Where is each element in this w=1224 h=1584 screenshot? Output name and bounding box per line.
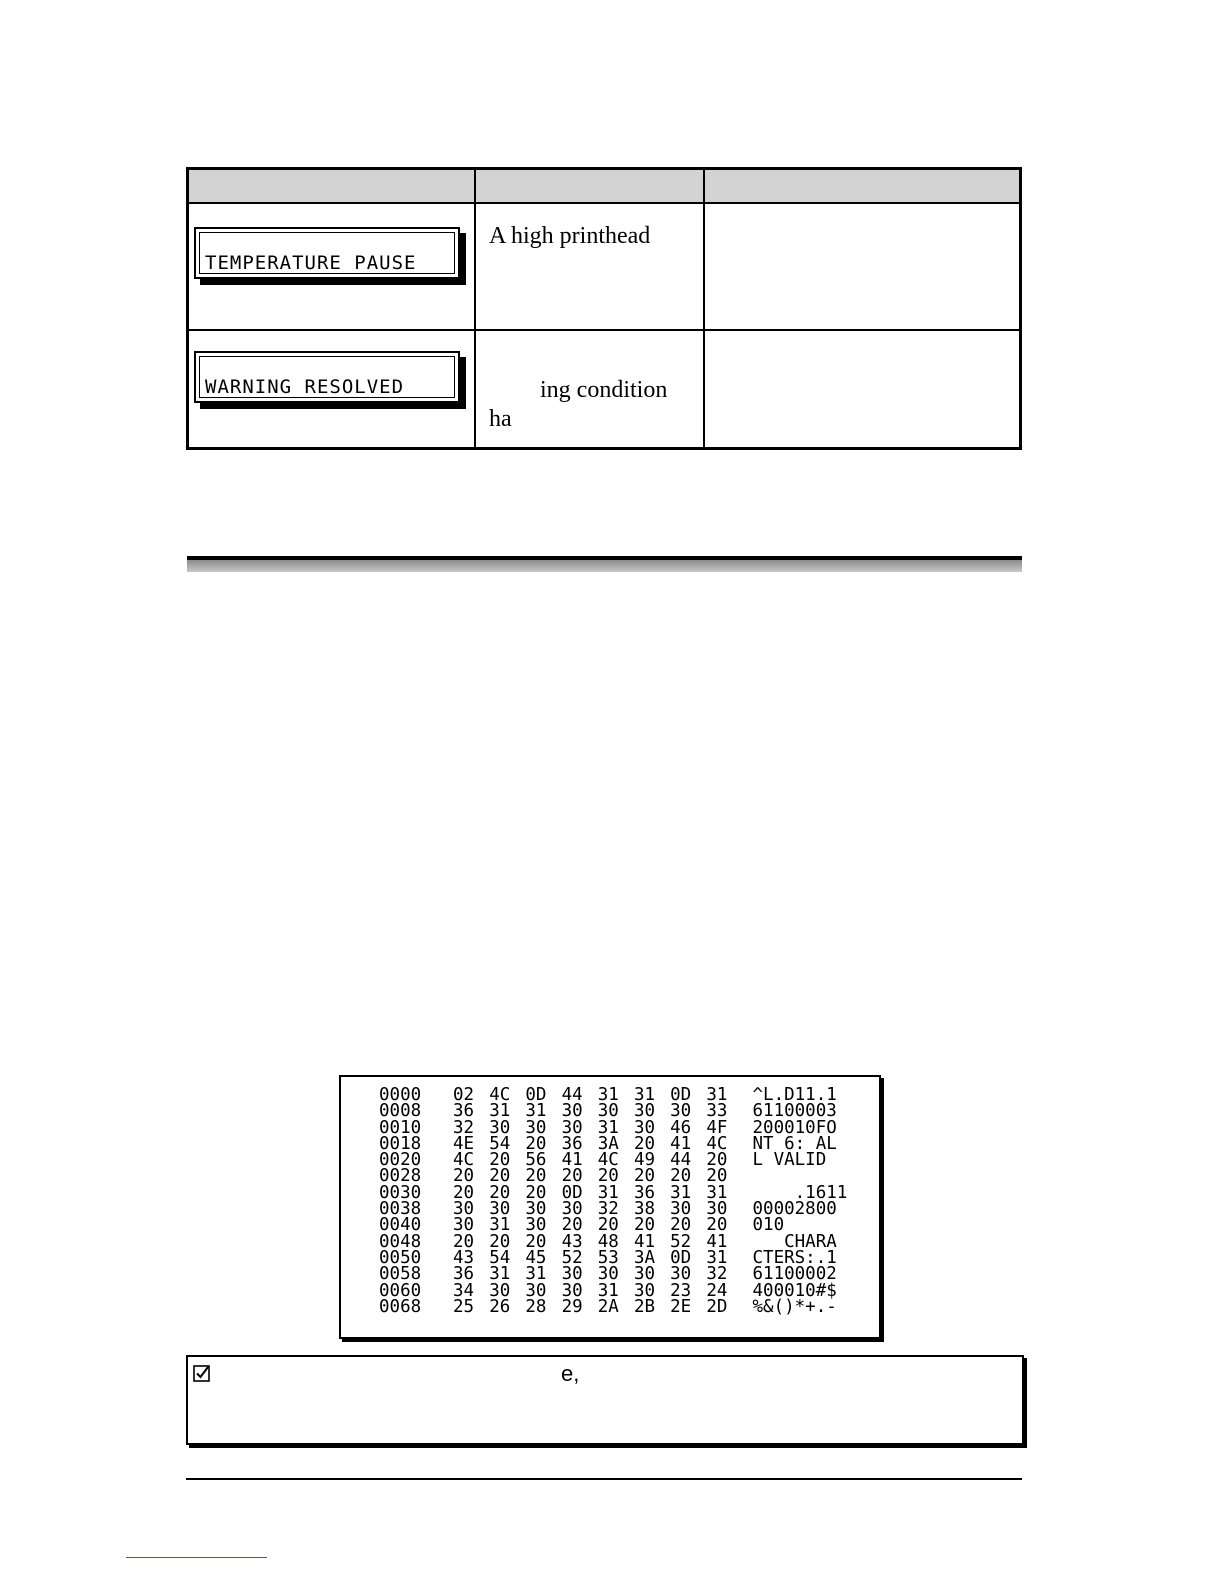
hex-byte: 0D bbox=[670, 1085, 692, 1105]
hex-byte: 2E bbox=[670, 1296, 692, 1317]
hex-dump-rows bbox=[379, 1087, 847, 1315]
hex-dump-sample bbox=[339, 1075, 881, 1339]
hex-byte: 31 bbox=[597, 1085, 619, 1105]
hex-byte: 30 bbox=[561, 1199, 583, 1220]
hex-byte: 31 bbox=[670, 1182, 692, 1203]
hex-byte: 20 bbox=[489, 1150, 511, 1171]
hex-byte: 30 bbox=[597, 1101, 619, 1122]
hex-byte: 4C bbox=[489, 1085, 511, 1105]
hex-byte: 31 bbox=[525, 1264, 547, 1285]
hex-byte: 41 bbox=[633, 1231, 656, 1252]
hex-byte: 20 bbox=[633, 1133, 656, 1154]
hex-ascii: %&()*+.- bbox=[752, 1296, 837, 1317]
hex-byte: 32 bbox=[597, 1199, 619, 1220]
section-rule bbox=[187, 556, 1022, 572]
hex-byte: 30 bbox=[489, 1199, 511, 1220]
hex-byte: 0D bbox=[561, 1182, 583, 1203]
hex-byte: 32 bbox=[706, 1264, 728, 1285]
hex-byte: 44 bbox=[561, 1085, 583, 1105]
hex-byte: 31 bbox=[597, 1280, 619, 1301]
hex-byte: 52 bbox=[561, 1247, 583, 1268]
hex-byte: 31 bbox=[597, 1117, 619, 1138]
hex-byte: 44 bbox=[670, 1150, 692, 1171]
hex-byte: 30 bbox=[525, 1117, 547, 1138]
hex-ascii: 00002800 bbox=[752, 1199, 837, 1220]
hex-address: 0060 bbox=[379, 1280, 422, 1301]
hex-byte: 31 bbox=[525, 1101, 547, 1122]
table-header bbox=[189, 170, 1019, 204]
hex-byte: 20 bbox=[489, 1231, 511, 1252]
hex-byte: 20 bbox=[633, 1166, 656, 1187]
hex-ascii: L VALID bbox=[752, 1150, 827, 1171]
hex-byte: 45 bbox=[525, 1247, 547, 1268]
note-box bbox=[186, 1355, 1024, 1445]
hex-byte: 41 bbox=[561, 1150, 583, 1171]
hex-byte: 30 bbox=[633, 1264, 656, 1285]
hex-byte: 4C bbox=[706, 1133, 728, 1154]
hex-address: 0050 bbox=[379, 1247, 422, 1268]
hex-ascii: CHARA bbox=[752, 1231, 837, 1252]
note-text: e, bbox=[561, 1361, 580, 1386]
hex-byte: 30 bbox=[489, 1280, 511, 1301]
hex-byte: 20 bbox=[597, 1215, 619, 1236]
hex-byte: 20 bbox=[670, 1166, 692, 1187]
hex-byte: 49 bbox=[633, 1150, 656, 1171]
hex-byte: 30 bbox=[597, 1264, 619, 1285]
hex-byte: 02 bbox=[453, 1085, 475, 1105]
hex-address: 0000 bbox=[379, 1085, 422, 1105]
hex-byte: 30 bbox=[670, 1101, 692, 1122]
corner-link-underline bbox=[126, 1557, 267, 1558]
lcd-text: WARNING RESOLVED bbox=[205, 376, 405, 398]
hex-byte: 20 bbox=[453, 1231, 475, 1252]
hex-address: 0030 bbox=[379, 1182, 422, 1203]
hex-byte: 33 bbox=[706, 1101, 728, 1122]
message-table bbox=[186, 167, 1022, 450]
hex-byte: 30 bbox=[525, 1199, 547, 1220]
hex-byte: 34 bbox=[453, 1280, 475, 1301]
hex-byte: 4E bbox=[453, 1133, 475, 1154]
hex-byte: 30 bbox=[525, 1280, 547, 1301]
hex-byte: 20 bbox=[489, 1182, 511, 1203]
hex-byte: 54 bbox=[489, 1247, 511, 1268]
hex-byte: 20 bbox=[525, 1166, 547, 1187]
hex-byte: 20 bbox=[525, 1133, 547, 1154]
hex-byte: 0D bbox=[525, 1085, 547, 1105]
row-divider bbox=[189, 329, 1019, 331]
hex-byte: 2B bbox=[633, 1296, 656, 1317]
hex-byte: 36 bbox=[453, 1264, 475, 1285]
footer-rule bbox=[186, 1478, 1022, 1480]
hex-ascii: 61100002 bbox=[752, 1264, 837, 1285]
hex-byte: 20 bbox=[453, 1166, 475, 1187]
hex-byte: 36 bbox=[633, 1182, 656, 1203]
hex-byte: 20 bbox=[453, 1182, 475, 1203]
hex-byte: 24 bbox=[706, 1280, 728, 1301]
hex-byte: 46 bbox=[670, 1117, 692, 1138]
hex-byte: 30 bbox=[453, 1215, 475, 1236]
hex-address: 0048 bbox=[379, 1231, 422, 1252]
hex-byte: 30 bbox=[633, 1280, 656, 1301]
hex-byte: 30 bbox=[706, 1199, 728, 1220]
hex-ascii: ^L.D11.1 bbox=[752, 1085, 837, 1105]
lcd-display-warning-resolved bbox=[194, 351, 460, 403]
hex-byte: 20 bbox=[489, 1166, 511, 1187]
hex-byte: 53 bbox=[597, 1247, 619, 1268]
hex-byte: 20 bbox=[561, 1215, 583, 1236]
hex-byte: 4F bbox=[706, 1117, 728, 1138]
hex-address: 0018 bbox=[379, 1133, 422, 1154]
hex-byte: 31 bbox=[633, 1085, 656, 1105]
hex-byte: 20 bbox=[670, 1215, 692, 1236]
hex-byte: 30 bbox=[489, 1117, 511, 1138]
hex-byte: 30 bbox=[561, 1101, 583, 1122]
hex-byte: 2A bbox=[597, 1296, 619, 1317]
hex-address: 0068 bbox=[379, 1296, 422, 1317]
hex-byte: 43 bbox=[561, 1231, 583, 1252]
hex-byte: 20 bbox=[706, 1215, 728, 1236]
hex-address: 0020 bbox=[379, 1150, 422, 1171]
hex-byte: 20 bbox=[706, 1150, 728, 1171]
hex-byte: 31 bbox=[489, 1215, 511, 1236]
hex-byte: 20 bbox=[561, 1166, 583, 1187]
hex-address: 0058 bbox=[379, 1264, 422, 1285]
hex-byte: 4C bbox=[597, 1150, 619, 1171]
hex-byte: 30 bbox=[561, 1264, 583, 1285]
hex-byte: 41 bbox=[706, 1231, 728, 1252]
column-divider bbox=[703, 170, 705, 447]
hex-byte: 30 bbox=[561, 1280, 583, 1301]
column-divider bbox=[474, 170, 476, 447]
possible-cause-text: A high printhead bbox=[489, 223, 651, 249]
hex-byte: 30 bbox=[561, 1117, 583, 1138]
hex-ascii: 010 bbox=[752, 1215, 785, 1236]
hex-ascii: 400010#$ bbox=[752, 1280, 837, 1301]
hex-byte: 31 bbox=[706, 1085, 728, 1105]
hex-byte: 28 bbox=[525, 1296, 547, 1317]
hex-address: 0010 bbox=[379, 1117, 422, 1138]
hex-byte: 31 bbox=[706, 1247, 728, 1268]
hex-byte: 20 bbox=[525, 1182, 547, 1203]
hex-ascii: 200010FO bbox=[752, 1117, 837, 1138]
lcd-text: TEMPERATURE PAUSE bbox=[205, 252, 417, 274]
hex-byte: 43 bbox=[453, 1247, 475, 1268]
hex-byte: 31 bbox=[489, 1264, 511, 1285]
hex-byte: 29 bbox=[561, 1296, 583, 1317]
hex-ascii: NT 6: AL bbox=[752, 1133, 837, 1154]
hex-byte: 3A bbox=[597, 1133, 619, 1154]
hex-byte: 4C bbox=[453, 1150, 475, 1171]
hex-byte: 23 bbox=[670, 1280, 692, 1301]
hex-byte: 20 bbox=[597, 1166, 619, 1187]
hex-byte: 20 bbox=[633, 1215, 656, 1236]
hex-byte: 36 bbox=[453, 1101, 475, 1122]
hex-byte: 38 bbox=[633, 1199, 656, 1220]
hex-byte: 3A bbox=[633, 1247, 656, 1268]
hex-ascii: .1611 bbox=[752, 1182, 848, 1203]
hex-byte: 25 bbox=[453, 1296, 475, 1317]
hex-address: 0040 bbox=[379, 1215, 422, 1236]
hex-byte: 36 bbox=[561, 1133, 583, 1154]
hex-byte: 20 bbox=[706, 1166, 728, 1187]
hex-byte: 52 bbox=[670, 1231, 692, 1252]
hex-byte: 26 bbox=[489, 1296, 511, 1317]
hex-byte: 31 bbox=[597, 1182, 619, 1203]
hex-byte: 20 bbox=[525, 1231, 547, 1252]
possible-cause-text: ing condition bbox=[540, 377, 668, 403]
hex-byte: 54 bbox=[489, 1133, 511, 1154]
hex-byte: 41 bbox=[670, 1133, 692, 1154]
hex-byte: 0D bbox=[670, 1247, 692, 1268]
hex-byte: 32 bbox=[453, 1117, 475, 1138]
hex-byte: 30 bbox=[670, 1199, 692, 1220]
hex-byte: 30 bbox=[633, 1117, 656, 1138]
hex-byte: 56 bbox=[525, 1150, 547, 1171]
checkbox-checked-icon bbox=[193, 1365, 210, 1382]
hex-ascii: 61100003 bbox=[752, 1101, 837, 1122]
hex-dump-row bbox=[379, 1296, 847, 1317]
hex-byte: 31 bbox=[706, 1182, 728, 1203]
hex-byte: 30 bbox=[453, 1199, 475, 1220]
hex-byte: 30 bbox=[633, 1101, 656, 1122]
hex-byte: 2D bbox=[706, 1296, 728, 1317]
lcd-display-temperature-pause bbox=[194, 227, 460, 279]
hex-byte: 30 bbox=[525, 1215, 547, 1236]
hex-address: 0028 bbox=[379, 1166, 422, 1187]
hex-address: 0038 bbox=[379, 1199, 422, 1220]
hex-byte: 31 bbox=[489, 1101, 511, 1122]
hex-byte: 30 bbox=[670, 1264, 692, 1285]
hex-ascii: CTERS:.1 bbox=[752, 1247, 837, 1268]
possible-cause-text: ha bbox=[489, 406, 512, 432]
hex-address: 0008 bbox=[379, 1101, 422, 1122]
hex-byte: 48 bbox=[597, 1231, 619, 1252]
